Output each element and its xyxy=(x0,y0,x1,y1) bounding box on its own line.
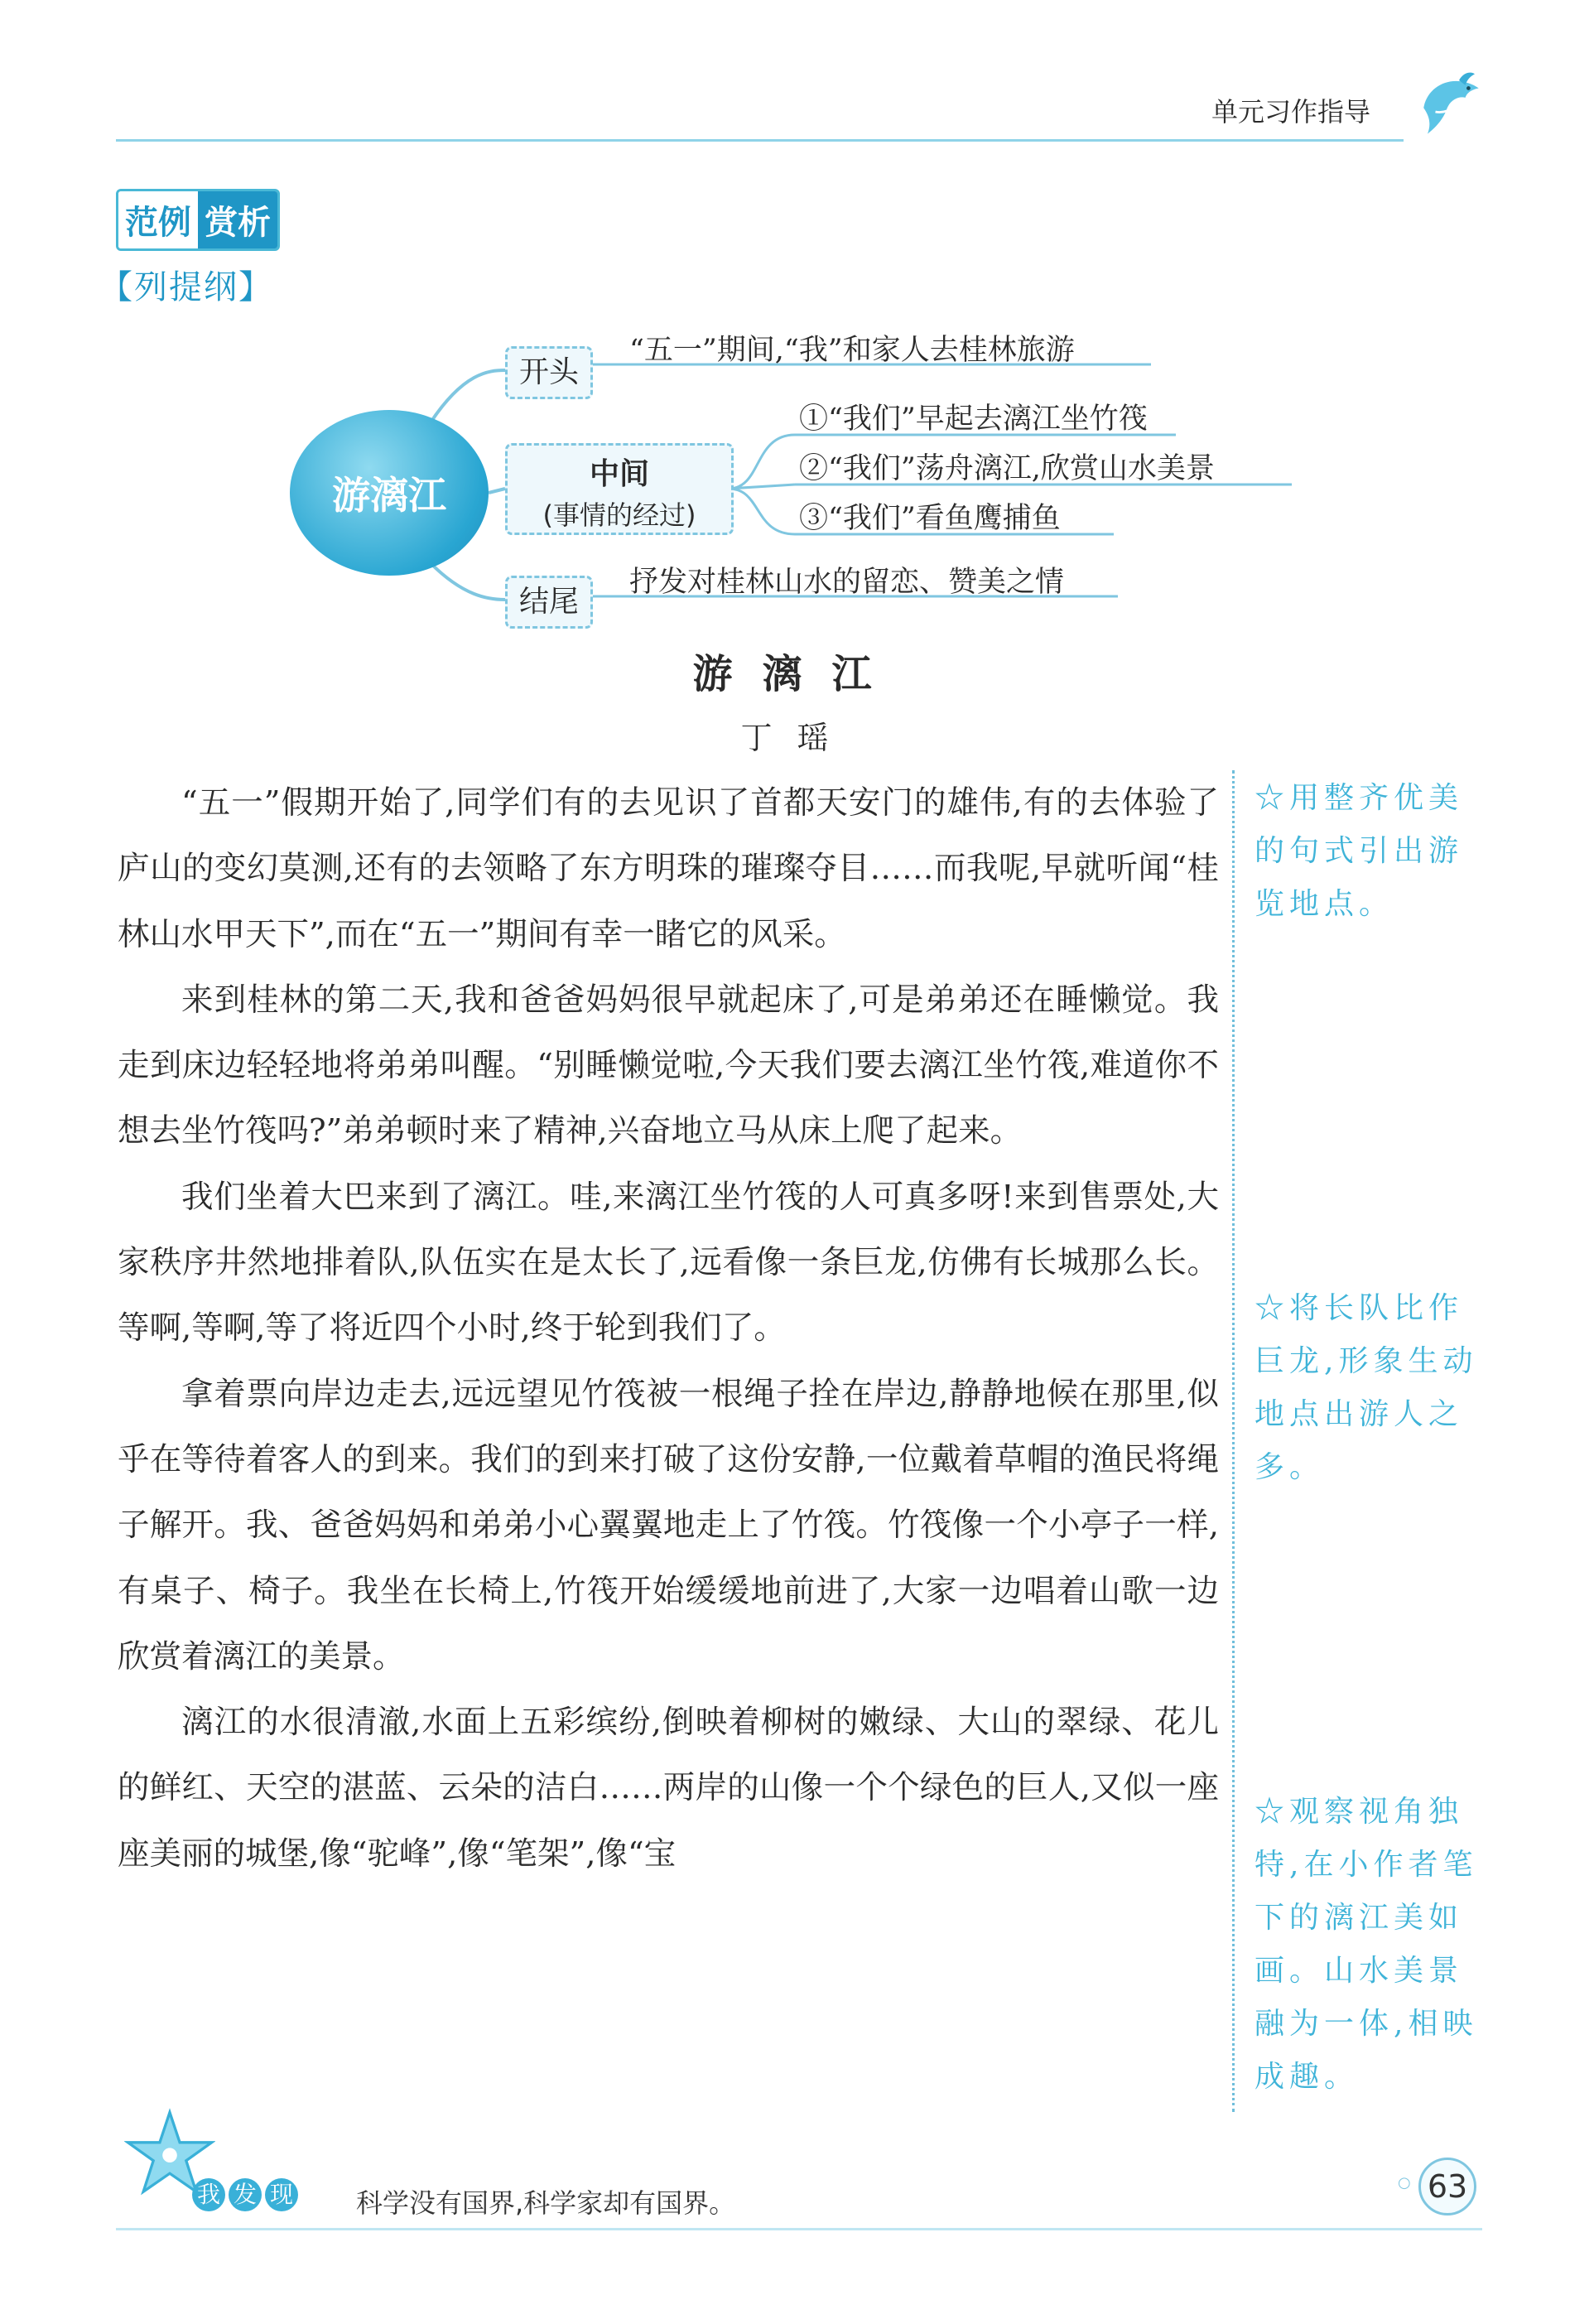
mindmap-center-node: 游漓江 xyxy=(290,410,489,576)
article-author: 丁瑶 xyxy=(740,720,854,756)
footer-quote: 科学没有国界,科学家却有国界。 xyxy=(356,2187,736,2219)
mindmap-middle-item: ①“我们”早起去漓江坐竹筏 xyxy=(799,403,1148,436)
mindmap-end-text: 抒发对桂林山水的留恋、赞美之情 xyxy=(629,566,1065,599)
mindmap-middle-sublabel: (事情的经过) xyxy=(542,499,696,531)
discover-char: 发 xyxy=(229,2178,262,2211)
article-paragraph: “五一”假期开始了,同学们有的去见识了首都天安门的雄伟,有的去体验了庐山的变幻莫测,还有的去领略了东方明珠的璀璨夺目……而我呢,早就听闻“桂林山水甲天下”,而在“五一”期间有幸一睹它的风采。 xyxy=(118,784,1219,953)
article-title: 游漓江 xyxy=(692,651,902,697)
mindmap-node-middle xyxy=(505,443,734,535)
margin-note: ☆观察视角独特,在小作者笔下的漓江美如画。山水美景融为一体,相映成趣。 xyxy=(1254,1795,1478,2094)
article-body xyxy=(118,770,1219,1887)
badge-part2: 赏析 xyxy=(198,191,277,248)
badge-part1: 范例 xyxy=(118,191,198,248)
discover-label xyxy=(192,2178,298,2211)
margin-note: ☆用整齐优美的句式引出游览地点。 xyxy=(1254,781,1464,921)
mindmap-middle-label: 中间 xyxy=(589,457,649,491)
article-paragraph: 拿着票向岸边走去,远远望见竹筏被一根绳子拴在岸边,静静地候在那里,似乎在等待着客人的到来。我们的到来打破了这份安静,一位戴着草帽的渔民将绳子解开。我、爸爸妈妈和弟弟小心翼翼地走上了竹筏。竹筏像一个小亭子一样,有桌子、椅子。我坐在长椅上,竹筏开始缓缓地前进了,大家一边唱着山歌一边欣赏着漓江的美景。 xyxy=(118,1375,1219,1675)
mindmap-node-start: 开头 xyxy=(505,346,593,399)
margin-note: ☆将长队比作巨龙,形象生动地点出游人之多。 xyxy=(1254,1291,1478,1484)
outline-label: 【列提纲】 xyxy=(99,268,273,306)
discover-char: 我 xyxy=(192,2178,225,2211)
article-paragraph: 漓江的水很清澈,水面上五彩缤纷,倒映着柳树的嫩绿、大山的翠绿、花儿的鲜红、天空的湛蓝、云朵的洁白……两岸的山像一个个绿色的巨人,又似一座座美丽的城堡,像“驼峰”,像“笔架”,像“宝 xyxy=(118,1704,1219,1873)
article-paragraph: 我们坐着大巴来到了漓江。哇,来漓江坐竹筏的人可真多呀!来到售票处,大家秩序井然地排着队,队伍实在是太长了,远看像一条巨龙,仿佛有长城那么长。等啊,等啊,等了将近四个小时,终于轮到我们了。 xyxy=(118,1178,1219,1348)
running-header-title: 单元习作指导 xyxy=(1211,96,1370,128)
page-number: 63 xyxy=(1418,2158,1476,2216)
margin-divider xyxy=(1232,770,1235,2112)
mindmap-start-text: “五一”期间,“我”和家人去桂林旅游 xyxy=(629,334,1075,367)
discover-char: 现 xyxy=(265,2178,298,2211)
mindmap-middle-item: ②“我们”荡舟漓江,欣赏山水美景 xyxy=(799,452,1215,485)
mindmap-middle-item: ③“我们”看鱼鹰捕鱼 xyxy=(799,502,1061,535)
article-paragraph: 来到桂林的第二天,我和爸爸妈妈很早就起床了,可是弟弟还在睡懒觉。我走到床边轻轻地将弟弟叫醒。“别睡懒觉啦,今天我们要去漓江坐竹筏,难道你不想去坐竹筏吗?”弟弟顿时来了精神,兴奋地立马从床上爬了起来。 xyxy=(118,981,1219,1150)
mindmap-node-end: 结尾 xyxy=(505,576,593,629)
small-circle-icon: ○ xyxy=(1398,2174,1411,2191)
footer-divider xyxy=(116,2228,1482,2230)
